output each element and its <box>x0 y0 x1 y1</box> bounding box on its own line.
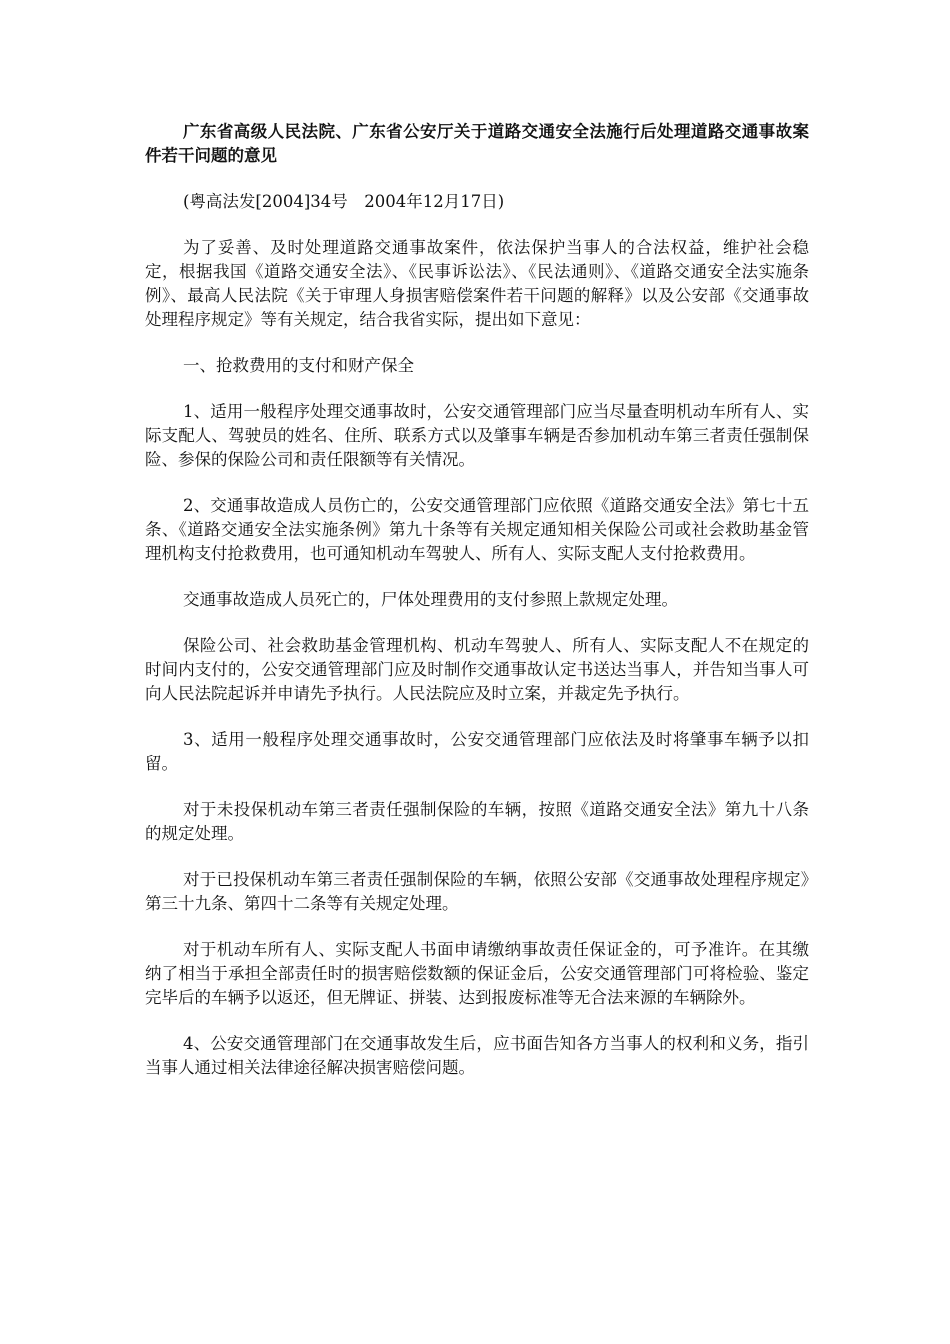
paragraph-item-1: 1、适用一般程序处理交通事故时，公安交通管理部门应当尽量查明机动车所有人、实际支配人、驾驶员的姓名、住所、联系方式以及肇事车辆是否参加机动车第三者责任强制保险、参保的保险公司和责任限额等有关情况。 <box>145 402 809 469</box>
paragraph-item-2-sub-1: 交通事故造成人员死亡的，尸体处理费用的支付参照上款规定处理。 <box>183 590 678 609</box>
document-title: 广东省高级人民法院、广东省公安厅关于道路交通安全法施行后处理道路交通事故案件若干问题的意见 <box>145 122 809 165</box>
paragraph-item-2-sub-2: 保险公司、社会救助基金管理机构、机动车驾驶人、所有人、实际支配人不在规定的时间内支付的，公安交通管理部门应及时制作交通事故认定书送达当事人，并告知当事人可向人民法院起诉并申请先予执行。人民法院应及时立案，并裁定先予执行。 <box>145 636 809 703</box>
section-heading-1: 一、抢救费用的支付和财产保全 <box>183 356 414 375</box>
paragraph-item-3-sub-1: 对于未投保机动车第三者责任强制保险的车辆，按照《道路交通安全法》第九十八条的规定处理。 <box>145 800 809 843</box>
paragraph-item-4: 4、公安交通管理部门在交通事故发生后，应书面告知各方当事人的权利和义务，指引当事人通过相关法律途径解决损害赔偿问题。 <box>145 1034 809 1077</box>
document-page <box>145 120 809 1102</box>
document-number: (粤高法发[2004]34号 2004年12月17日) <box>183 192 505 211</box>
paragraph-intro: 为了妥善、及时处理道路交通事故案件，依法保护当事人的合法权益，维护社会稳定，根据我国《道路交通安全法》、《民事诉讼法》、《民法通则》、《道路交通安全法实施条例》、最高人民法院《关于审理人身损害赔偿案件若干问题的解释》以及公安部《交通事故处理程序规定》等有关规定，结合我省实际，提出如下意见： <box>145 238 809 329</box>
paragraph-item-3: 3、适用一般程序处理交通事故时，公安交通管理部门应依法及时将肇事车辆予以扣留。 <box>145 730 809 773</box>
paragraph-item-2: 2、交通事故造成人员伤亡的，公安交通管理部门应依照《道路交通安全法》第七十五条、《道路交通安全法实施条例》第九十条等有关规定通知相关保险公司或社会救助基金管理机构支付抢救费用，也可通知机动车驾驶人、所有人、实际支配人支付抢救费用。 <box>145 496 809 563</box>
paragraph-item-3-sub-2: 对于已投保机动车第三者责任强制保险的车辆，依照公安部《交通事故处理程序规定》第三十九条、第四十二条等有关规定处理。 <box>145 870 809 913</box>
paragraph-item-3-sub-3: 对于机动车所有人、实际支配人书面申请缴纳事故责任保证金的，可予准许。在其缴纳了相当于承担全部责任时的损害赔偿数额的保证金后，公安交通管理部门可将检验、鉴定完毕后的车辆予以返还，但无牌证、拼装、达到报废标准等无合法来源的车辆除外。 <box>145 940 809 1007</box>
